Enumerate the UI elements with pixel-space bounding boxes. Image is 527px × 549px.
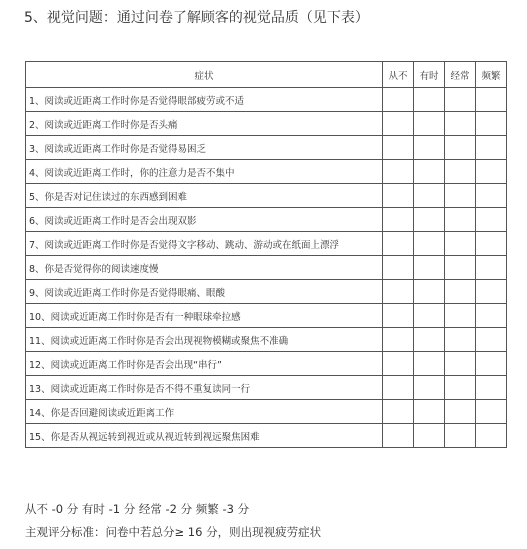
frequently-cell xyxy=(476,256,507,280)
never-cell xyxy=(383,424,414,448)
header-often: 经常 xyxy=(445,62,476,88)
symptom-cell: 10、阅读或近距离工作时你是否有一种眼球牵拉感 xyxy=(26,304,383,328)
table-row xyxy=(26,136,507,160)
table-row xyxy=(26,376,507,400)
often-cell xyxy=(445,160,476,184)
frequently-cell xyxy=(476,424,507,448)
often-cell xyxy=(445,256,476,280)
frequently-cell xyxy=(476,208,507,232)
table-row xyxy=(26,208,507,232)
symptom-cell: 11、阅读或近距离工作时你是否会出现视物模糊或聚焦不准确 xyxy=(26,328,383,352)
header-symptom: 症状 xyxy=(26,62,383,88)
never-cell xyxy=(383,376,414,400)
header-sometimes: 有时 xyxy=(414,62,445,88)
never-cell xyxy=(383,184,414,208)
header-frequently: 频繁 xyxy=(476,62,507,88)
table-row xyxy=(26,400,507,424)
often-cell xyxy=(445,280,476,304)
frequently-cell xyxy=(476,376,507,400)
table-row xyxy=(26,256,507,280)
table-row xyxy=(26,304,507,328)
often-cell xyxy=(445,112,476,136)
often-cell xyxy=(445,328,476,352)
never-cell xyxy=(383,88,414,112)
sometimes-cell xyxy=(414,160,445,184)
often-cell xyxy=(445,352,476,376)
frequently-cell xyxy=(476,304,507,328)
symptom-questionnaire-table xyxy=(25,61,507,448)
never-cell xyxy=(383,352,414,376)
symptom-cell: 1、阅读或近距离工作时你是否觉得眼部疲劳或不适 xyxy=(26,88,383,112)
frequently-cell xyxy=(476,400,507,424)
sometimes-cell xyxy=(414,280,445,304)
frequently-cell xyxy=(476,112,507,136)
symptom-cell: 14、你是否回避阅读或近距离工作 xyxy=(26,400,383,424)
symptom-cell: 4、阅读或近距离工作时，你的注意力是否不集中 xyxy=(26,160,383,184)
score-legend: 从不 -0 分 有时 -1 分 经常 -2 分 频繁 -3 分 xyxy=(25,502,250,516)
table-row xyxy=(26,88,507,112)
table-row xyxy=(26,280,507,304)
sometimes-cell xyxy=(414,352,445,376)
never-cell xyxy=(383,208,414,232)
never-cell xyxy=(383,328,414,352)
never-cell xyxy=(383,400,414,424)
table-row xyxy=(26,424,507,448)
sometimes-cell xyxy=(414,184,445,208)
table-header-row xyxy=(26,62,507,88)
never-cell xyxy=(383,232,414,256)
often-cell xyxy=(445,376,476,400)
symptom-cell: 2、阅读或近距离工作时你是否头痛 xyxy=(26,112,383,136)
sometimes-cell xyxy=(414,304,445,328)
frequently-cell xyxy=(476,136,507,160)
never-cell xyxy=(383,112,414,136)
sometimes-cell xyxy=(414,136,445,160)
table-row xyxy=(26,352,507,376)
section-heading: 5、视觉问题：通过问卷了解顾客的视觉品质（见下表） xyxy=(24,10,369,26)
never-cell xyxy=(383,304,414,328)
often-cell xyxy=(445,184,476,208)
often-cell xyxy=(445,232,476,256)
never-cell xyxy=(383,160,414,184)
table-row xyxy=(26,232,507,256)
sometimes-cell xyxy=(414,208,445,232)
sometimes-cell xyxy=(414,88,445,112)
often-cell xyxy=(445,304,476,328)
often-cell xyxy=(445,424,476,448)
symptom-cell: 3、阅读或近距离工作时你是否觉得易困乏 xyxy=(26,136,383,160)
sometimes-cell xyxy=(414,232,445,256)
symptom-cell: 6、阅读或近距离工作时是否会出现双影 xyxy=(26,208,383,232)
sometimes-cell xyxy=(414,112,445,136)
often-cell xyxy=(445,88,476,112)
table-row xyxy=(26,112,507,136)
sometimes-cell xyxy=(414,328,445,352)
never-cell xyxy=(383,256,414,280)
table-row xyxy=(26,328,507,352)
sometimes-cell xyxy=(414,256,445,280)
sometimes-cell xyxy=(414,400,445,424)
symptom-cell: 5、你是否对记住读过的东西感到困难 xyxy=(26,184,383,208)
header-never: 从不 xyxy=(383,62,414,88)
symptom-cell: 15、你是否从视远转到视近或从视近转到视远聚焦困难 xyxy=(26,424,383,448)
table-row xyxy=(26,184,507,208)
frequently-cell xyxy=(476,232,507,256)
frequently-cell xyxy=(476,352,507,376)
frequently-cell xyxy=(476,160,507,184)
frequently-cell xyxy=(476,88,507,112)
frequently-cell xyxy=(476,328,507,352)
never-cell xyxy=(383,136,414,160)
symptom-cell: 9、阅读或近距离工作时你是否觉得眼痛、眼酸 xyxy=(26,280,383,304)
symptom-cell: 7、阅读或近距离工作时你是否觉得文字移动、跳动、游动或在纸面上漂浮 xyxy=(26,232,383,256)
frequently-cell xyxy=(476,184,507,208)
symptom-cell: 13、阅读或近距离工作时你是否不得不重复读同一行 xyxy=(26,376,383,400)
sometimes-cell xyxy=(414,424,445,448)
symptom-cell: 8、你是否觉得你的阅读速度慢 xyxy=(26,256,383,280)
scoring-criteria: 主观评分标准：问卷中若总分≥ 16 分，则出现视疲劳症状 xyxy=(25,525,322,539)
never-cell xyxy=(383,280,414,304)
often-cell xyxy=(445,208,476,232)
sometimes-cell xyxy=(414,376,445,400)
symptom-cell: 12、阅读或近距离工作时你是否会出现“串行” xyxy=(26,352,383,376)
often-cell xyxy=(445,136,476,160)
often-cell xyxy=(445,400,476,424)
frequently-cell xyxy=(476,280,507,304)
table-row xyxy=(26,160,507,184)
